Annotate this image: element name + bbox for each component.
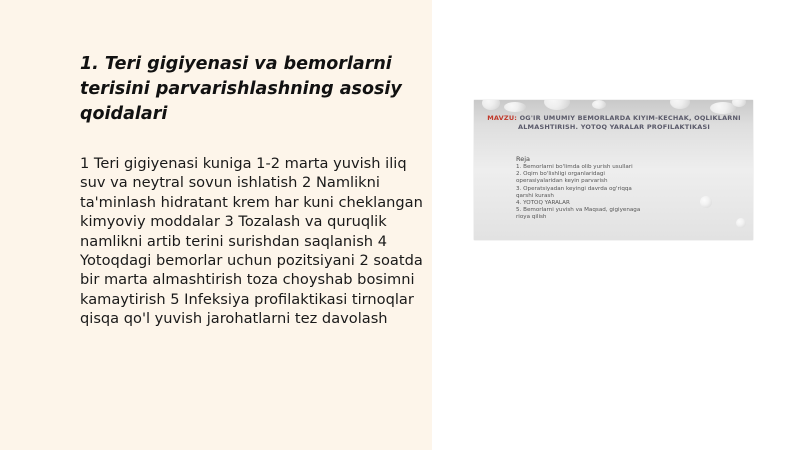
list-item: 1. Bemorlarni bo'limda olib yurish usullari bbox=[516, 164, 633, 170]
water-drop-decoration bbox=[670, 100, 690, 109]
list-item: operasiyalaridan keyin parvarish bbox=[516, 178, 608, 185]
water-drop-decoration bbox=[732, 100, 746, 107]
list-item: rioya qilish bbox=[516, 214, 547, 221]
thumbnail-title-text: OG'IR UMUMIY BEMORLARDA KIYIM-KECHAK, OQLIKLARNI ALMASHTIRISH. YOTOQ YARALAR PROFILAKTIKASI bbox=[517, 114, 741, 131]
slide-title: 1. Teri gigiyenasi va bemorlarni terisini parvarishlashning asosiy qoidalari bbox=[80, 54, 402, 124]
list-item: 4. YOTOQ YARALAR bbox=[516, 200, 570, 207]
list-item: 3. Operatsiyadan keyingi davrda og'riqqa bbox=[516, 185, 632, 192]
water-drop-decoration bbox=[736, 218, 746, 228]
slide-thumbnail-image bbox=[474, 100, 753, 240]
list-item: 5. Bemorlarni yuvish va Maqsad, gigiyenaga bbox=[516, 207, 641, 214]
thumbnail-list bbox=[516, 164, 716, 222]
water-drop-decoration bbox=[544, 100, 570, 110]
thumbnail-title bbox=[486, 114, 742, 132]
water-drop-decoration bbox=[482, 100, 500, 110]
list-item: 2. Oqim bo'lishligi organlaridagi bbox=[516, 171, 605, 178]
water-drop-decoration bbox=[592, 100, 606, 109]
thumbnail-title-prefix: MAVZU: bbox=[487, 114, 518, 122]
water-drop-decoration bbox=[504, 102, 526, 112]
list-item: qarshi kurash bbox=[516, 192, 554, 199]
slide-body-text: 1 Teri gigiyenasi kuniga 1-2 marta yuvish iliq suv va neytral sovun ishlatish 2 Namlikni ta'minlash hidratant krem har kuni cheklangan kimyoviy moddalar 3 Tozalash va quruqlik namlikni artib terini surishdan saqlanish 4 Yotoqdagi bemorlar uchun pozitsiyani 2 soatda bir marta almashtirish toza choyshab bosimni kamaytirish 5 Infeksiya profilaktikasi tirnoqlar qisqa qo'l yuvish jarohatlarni tez davolash bbox=[80, 155, 423, 328]
thumbnail-reja-label: Reja bbox=[516, 155, 531, 163]
